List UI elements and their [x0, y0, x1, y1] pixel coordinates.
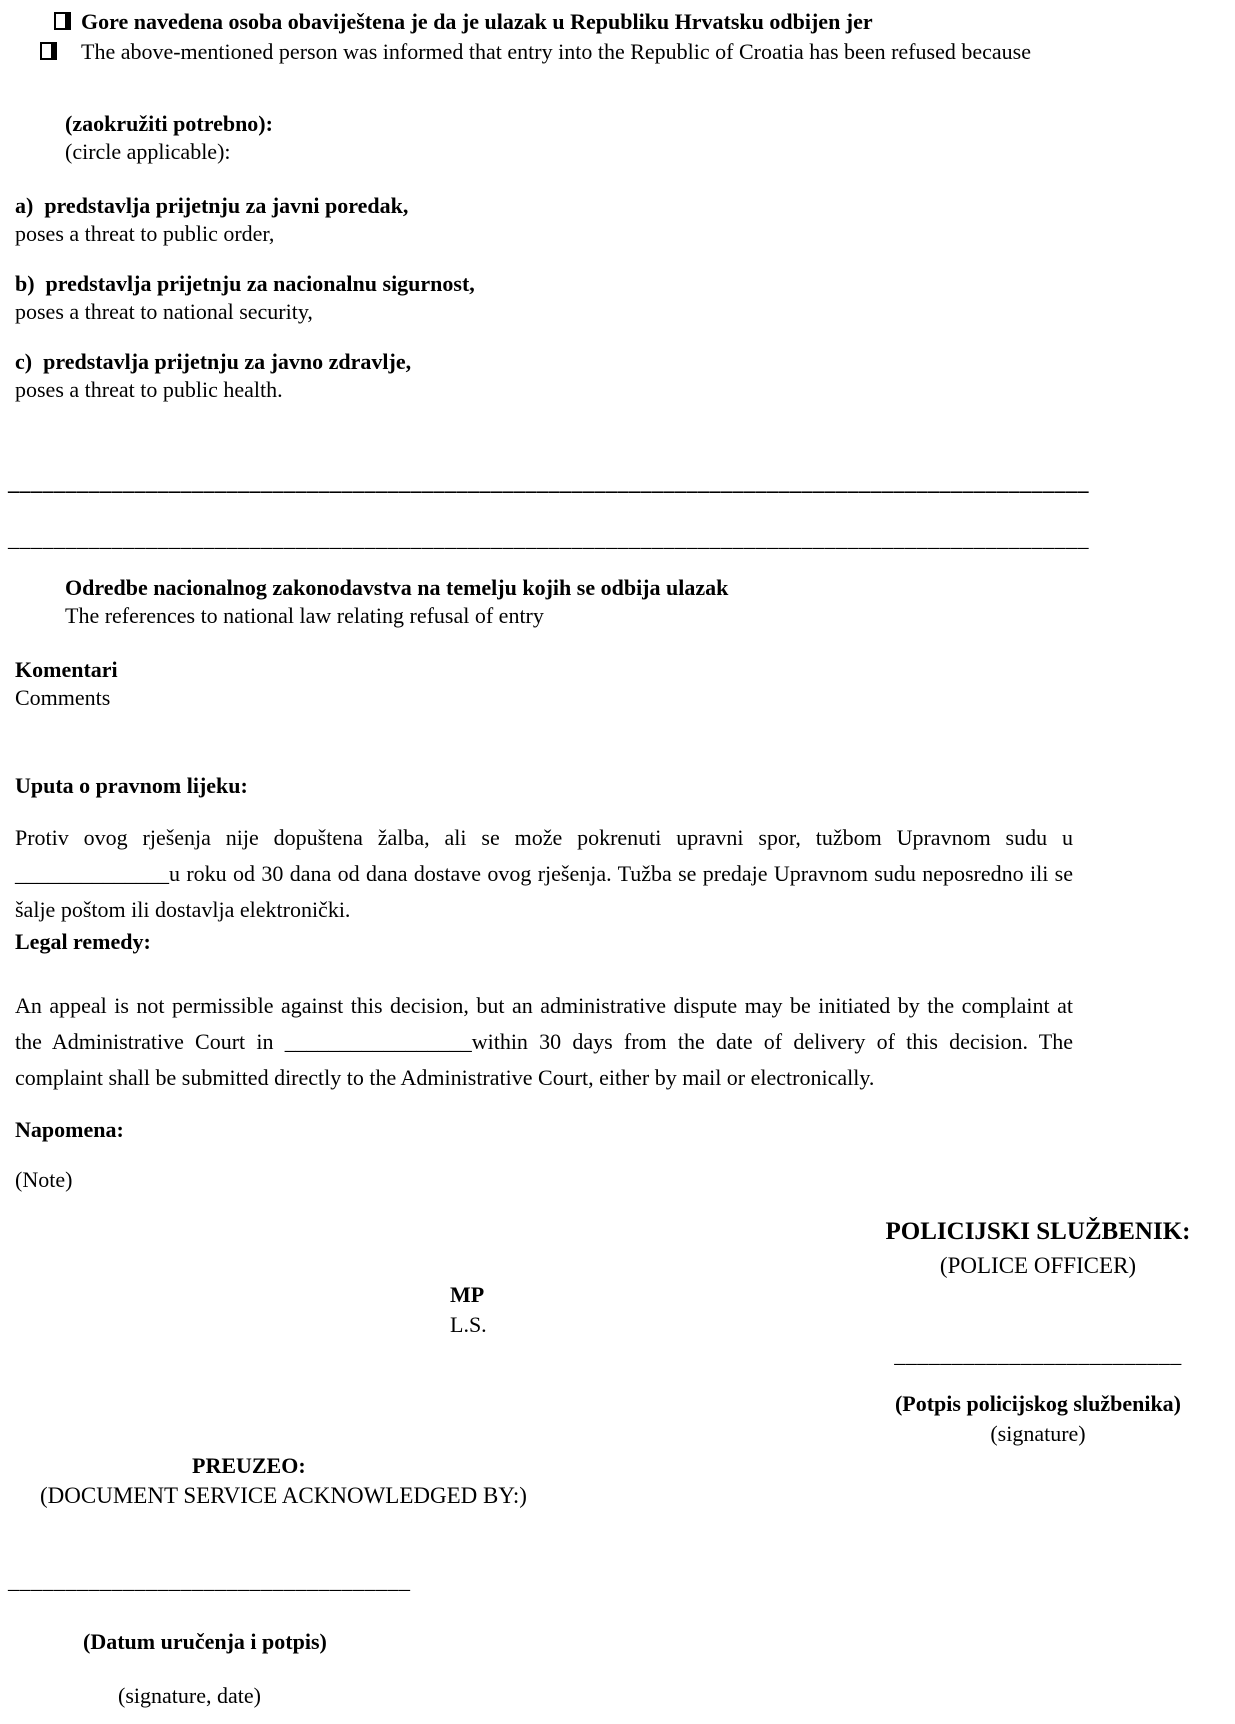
police-signature-caption-en: (signature) [990, 1421, 1086, 1446]
national-law-references-hr: Odredbe nacionalnog zakonodavstva na temelju kojih se odbija ulazak [65, 575, 729, 600]
acknowledgement-heading-en: (DOCUMENT SERVICE ACKNOWLEDGED BY:) [40, 1483, 527, 1508]
acknowledgement-caption-hr: (Datum uručenja i potpis) [83, 1629, 327, 1654]
legal-remedy-hr-line: Protiv ovog rješenja nije dopuštena žalba, ali se može pokrenuti upravni spor, tužbom Upravnom sudu u [15, 825, 1073, 850]
comments-hr: Komentari [15, 657, 118, 682]
refusal-statement-hr: Gore navedena osoba obaviještena je da je ulazak u Republiku Hrvatsku odbijen jer [81, 9, 873, 34]
legal-remedy-hr-line: šalje poštom ili dostavlja elektronički. [15, 897, 351, 922]
acknowledgement-signature-line: ___________________________________ [8, 1568, 411, 1593]
reason-a [15, 192, 1235, 248]
acknowledgement-caption-en: (signature, date) [118, 1683, 261, 1708]
legal-remedy-en-line: complaint shall be submitted directly to the Administrative Court, either by mail or electronically. [15, 1065, 875, 1090]
legal-remedy-en-line: the Administrative Court in _________________within 30 days from the date of delivery of this decision. The [15, 1029, 1073, 1054]
seal-placeholder [450, 1280, 487, 1340]
refusal-statement-en-row [40, 38, 1235, 68]
circle-applicable-hr: (zaokružiti potrebno): [65, 111, 273, 136]
national-law-references-block [65, 574, 1235, 630]
circle-applicable-en: (circle applicable): [65, 139, 231, 164]
legal-remedy-paragraph-en [15, 988, 1073, 1096]
signatures-area [0, 1194, 1235, 1724]
checkbox-icon[interactable] [40, 42, 57, 60]
reason-c-hr: c) predstavlja prijetnju za javno zdravlje, [15, 349, 412, 374]
blank-fill-line-2: ______________________________________________________________________________________________ [8, 526, 1089, 551]
comments-block [15, 656, 1235, 712]
police-signature-line: _________________________ [894, 1342, 1182, 1367]
reason-a-en: poses a threat to public order, [15, 221, 275, 246]
reason-b [15, 270, 1235, 326]
reason-a-hr: a) predstavlja prijetnju za javni poredak, [15, 193, 409, 218]
legal-remedy-heading-hr: Uputa o pravnom lijeku: [15, 773, 248, 798]
reason-c [15, 348, 1235, 404]
seal-hr: MP [450, 1282, 485, 1307]
seal-en: L.S. [450, 1312, 487, 1337]
note-en: (Note) [15, 1167, 73, 1192]
reason-b-hr: b) predstavlja prijetnju za nacionalnu sigurnost, [15, 271, 475, 296]
comments-en: Comments [15, 685, 111, 710]
legal-remedy-heading-en: Legal remedy: [15, 929, 151, 954]
legal-remedy-en-line: An appeal is not permissible against this decision, but an administrative dispute may be initiated by the complaint at [15, 993, 1073, 1018]
checkbox-icon[interactable] [54, 12, 71, 30]
acknowledgement-heading-hr: PREUZEO: [192, 1453, 306, 1478]
police-officer-heading-hr: POLICIJSKI SLUŽBENIK: [885, 1218, 1191, 1245]
reason-c-en: poses a threat to public health. [15, 377, 283, 402]
refusal-statement-en: The above-mentioned person was informed that entry into the Republic of Croatia has been refused because [81, 39, 1031, 64]
refusal-statement-hr-row [54, 8, 1235, 38]
legal-remedy-paragraph-hr [15, 820, 1073, 928]
national-law-references-en: The references to national law relating refusal of entry [65, 603, 544, 628]
note-hr: Napomena: [15, 1117, 124, 1142]
police-signature-caption-hr: (Potpis policijskog službenika) [894, 1391, 1182, 1416]
police-officer-heading-en: (POLICE OFFICER) [939, 1253, 1137, 1278]
blank-fill-line-1: ______________________________________________________________________________________________ [8, 470, 1089, 495]
reason-b-en: poses a threat to national security, [15, 299, 313, 324]
legal-remedy-hr-line: ______________u roku od 30 dana od dana dostave ovog rješenja. Tužba se predaje Upravnom sudu neposredno ili se [15, 861, 1073, 886]
circle-applicable-block [65, 110, 1235, 166]
